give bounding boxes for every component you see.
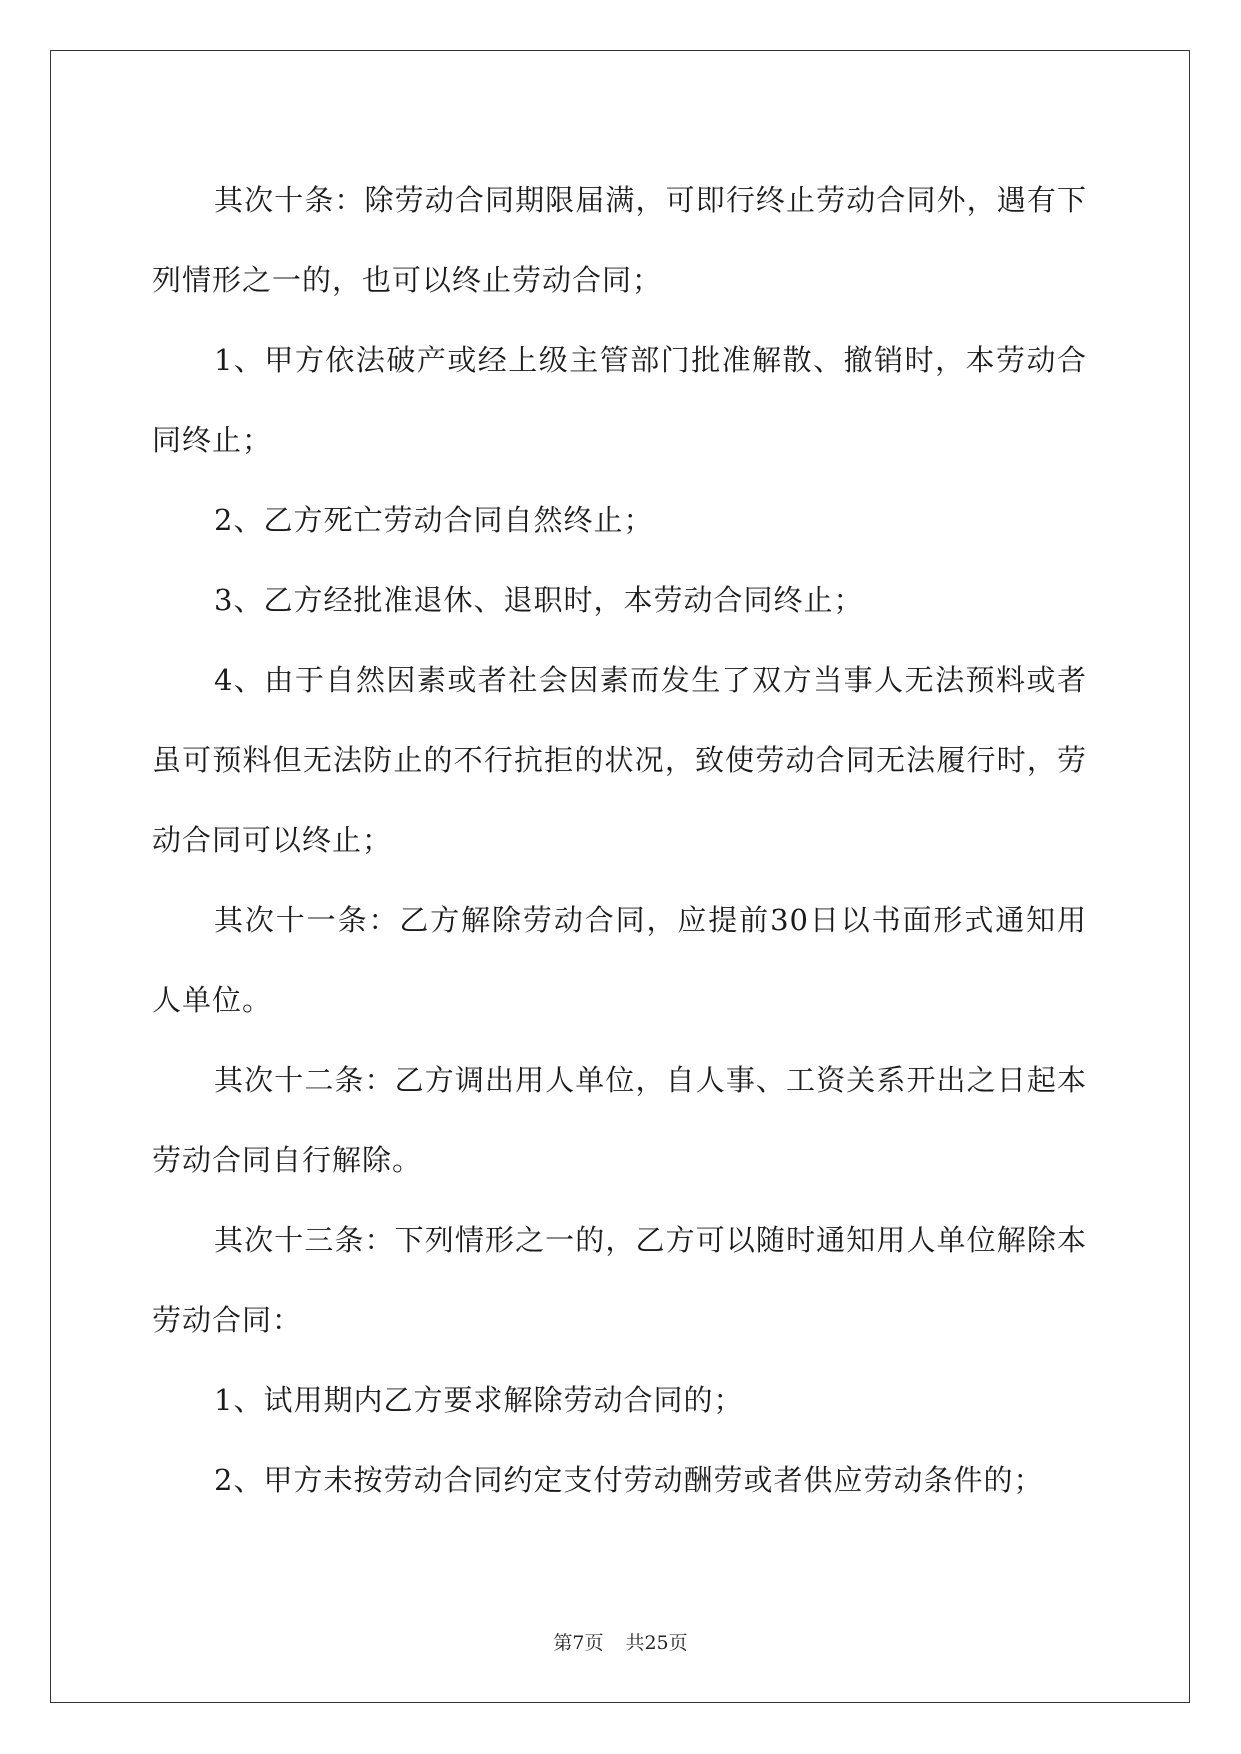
- page-footer: [0, 1628, 1241, 1655]
- paragraph-item-3-retirement: 3、乙方经批准退休、退职时，本劳动合同终止；: [214, 583, 864, 617]
- paragraph-article-23: 其次十三条：下列情形之一的，乙方可以随时通知用人单位解除本劳动合同：: [152, 1223, 1087, 1337]
- paragraph-item-2-death: 2、乙方死亡劳动合同自然终止；: [214, 503, 654, 537]
- paragraph-item-2-payment: 2、甲方未按劳动合同约定支付劳动酬劳或者供应劳动条件的；: [214, 1463, 1044, 1497]
- page-number: 第7页: [553, 1632, 604, 1654]
- paragraph-article-21: 其次十一条：乙方解除劳动合同，应提前30日以书面形式通知用人单位。: [152, 903, 1087, 1017]
- document-body: [152, 160, 1087, 1520]
- paragraph-item-4-force-majeure: 4、由于自然因素或者社会因素而发生了双方当事人无法预料或者虽可预料但无法防止的不行抗拒的状况，致使劳动合同无法履行时，劳动合同可以终止；: [152, 663, 1087, 857]
- page-total: 共25页: [625, 1632, 688, 1654]
- paragraph-item-1-probation: 1、试用期内乙方要求解除劳动合同的；: [214, 1383, 744, 1417]
- paragraph-item-1-bankruptcy: 1、甲方依法破产或经上级主管部门批准解散、撤销时，本劳动合同终止；: [152, 343, 1087, 457]
- paragraph-article-22: 其次十二条：乙方调出用人单位，自人事、工资关系开出之日起本劳动合同自行解除。: [152, 1063, 1087, 1177]
- paragraph-article-20: 其次十条：除劳动合同期限届满，可即行终止劳动合同外，遇有下列情形之一的，也可以终止劳动合同；: [152, 183, 1087, 297]
